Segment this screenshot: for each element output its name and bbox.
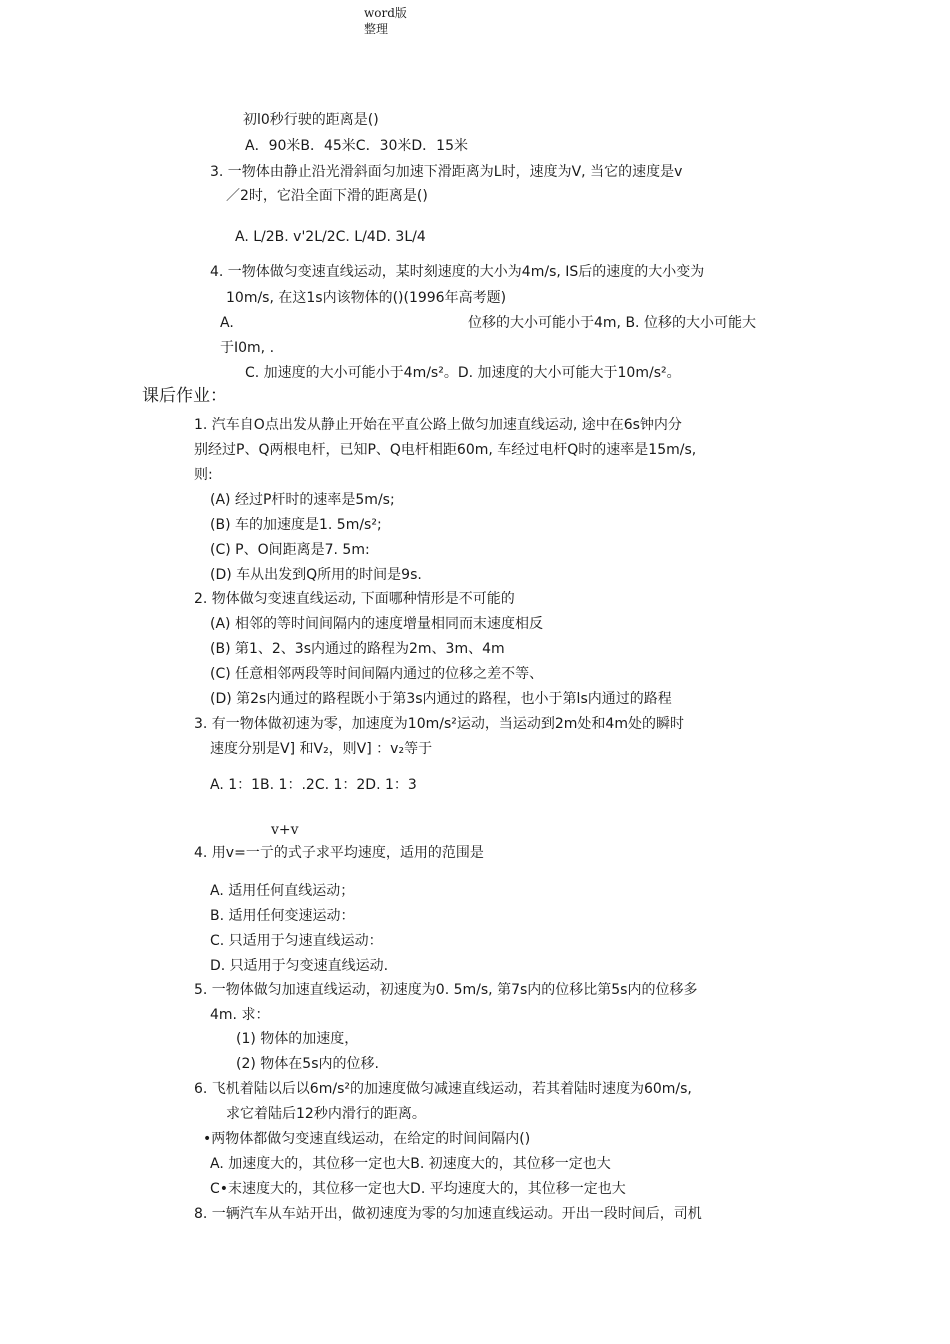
homework-6-line-2: 求它着陆后12秒内滑行的距离。 [226,1106,426,1122]
option-b: (B) 车的加速度是1. 5m/s²; [210,517,382,533]
homework-6-line-1: 6. 飞机着陆以后以6m/s²的加速度做匀减速直线运动，若其着陆时速度为60m/s, [194,1081,692,1097]
question-4-line-1: 4. 一物体做匀变速直线运动，某时刻速度的大小为4m/s, IS后的速度的大小变为 [210,264,705,280]
option-a-label: A. [220,315,234,331]
option-a: A. 适用任何直线运动； [210,883,355,899]
options-line: C. 加速度的大小可能小于4m/s²。D. 加速度的大小可能大于10m/s²。 [245,365,681,381]
sub-question-1: (1) 物体的加速度， [236,1031,359,1047]
options-line: A. 加速度大的，其位移一定也大B. 初速度大的，其位移一定也大 [210,1156,611,1172]
option-b: B. 适用任何变速运动： [210,908,355,924]
option-d: (D) 第2s内通过的路程既小于第3s内通过的路程，也小于第ls内通过的路程 [210,691,672,707]
options-line: C•末速度大的，其位移一定也大D. 平均速度大的，其位移一定也大 [210,1181,626,1197]
option-b-continued: 于I0m, . [220,340,275,356]
option-c: C. 只适用于匀速直线运动： [210,933,383,949]
question-3-line-1: 3. 一物体由静止沿光滑斜面匀加速下滑距离为L时，速度为V, 当它的速度是v [210,164,683,180]
option-b: (B) 第1、2、3s内通过的路程为2m、3m、4m [210,641,505,657]
homework-8-line-1: 8. 一辆汽车从车站开出，做初速度为零的匀加速直线运动。开出一段时间后，司机 [194,1206,702,1222]
header-line-2: 整理 [364,22,389,36]
homework-2: 2. 物体做匀变速直线运动, 下面哪种情形是不可能的 [194,591,515,607]
homework-3-line-1: 3. 有一物体做初速为零，加速度为10m/s²运动，当运动到2m处和4m处的瞬时 [194,716,684,732]
option-a: (A) 经过P杆时的速率是5m/s; [210,492,395,508]
option-c: (C) P、O间距离是7. 5m: [210,542,370,558]
homework-5-line-2: 4m. 求： [210,1007,270,1023]
option-a-text: 位移的大小可能小于4m, B. 位移的大小可能大 [468,315,756,331]
option-c: (C) 任意相邻两段等时间间隔内通过的位移之差不等、 [210,666,544,682]
question-3-line-2: ／2时，它沿全面下滑的距离是() [226,188,428,204]
header-line-1: word版 [364,6,407,20]
section-title-homework: 课后作业： [142,386,227,406]
options-line: A. L/2B. v'2L/2C. L/4D. 3L/4 [235,229,426,245]
homework-4: 4. 用v=一亍的式子求平均速度，适用的范围是 [194,845,484,861]
text-line: 初l0秒行驶的距离是() [243,112,379,128]
homework-5-line-1: 5. 一物体做匀加速直线运动，初速度为0. 5m/s, 第7s内的位移比第5s内的位移多 [194,982,698,998]
option-d: (D) 车从出发到Q所用的时间是9s. [210,567,422,583]
formula-numerator: v+v [271,822,299,838]
options-line: A．90米B．45米C．30米D．15米 [245,138,468,154]
homework-1-line-3: 则: [194,467,213,483]
option-d: D. 只适用于匀变速直线运动. [210,958,389,974]
homework-3-line-2: 速度分别是V] 和V₂，则V] ：v₂等于 [210,741,433,757]
homework-7: •两物体都做匀变速直线运动，在给定的时间间隔内() [203,1131,531,1147]
option-a: (A) 相邻的等时间间隔内的速度增量相同而末速度相反 [210,616,543,632]
options-line: A. 1：1B. 1：.2C. 1：2D. 1：3 [210,777,417,793]
homework-1-line-1: 1. 汽车自O点出发从静止开始在平直公路上做匀加速直线运动, 途中在6s钟内分 [194,417,682,433]
homework-1-line-2: 别经过P、Q两根电杆，已知P、Q电杆相距60m, 车经过电杆Q时的速率是15m/s, [194,442,697,458]
question-4-line-2: 10m/s, 在这1s内该物体的()(1996年高考题) [226,290,507,306]
sub-question-2: (2) 物体在5s内的位移. [236,1056,379,1072]
